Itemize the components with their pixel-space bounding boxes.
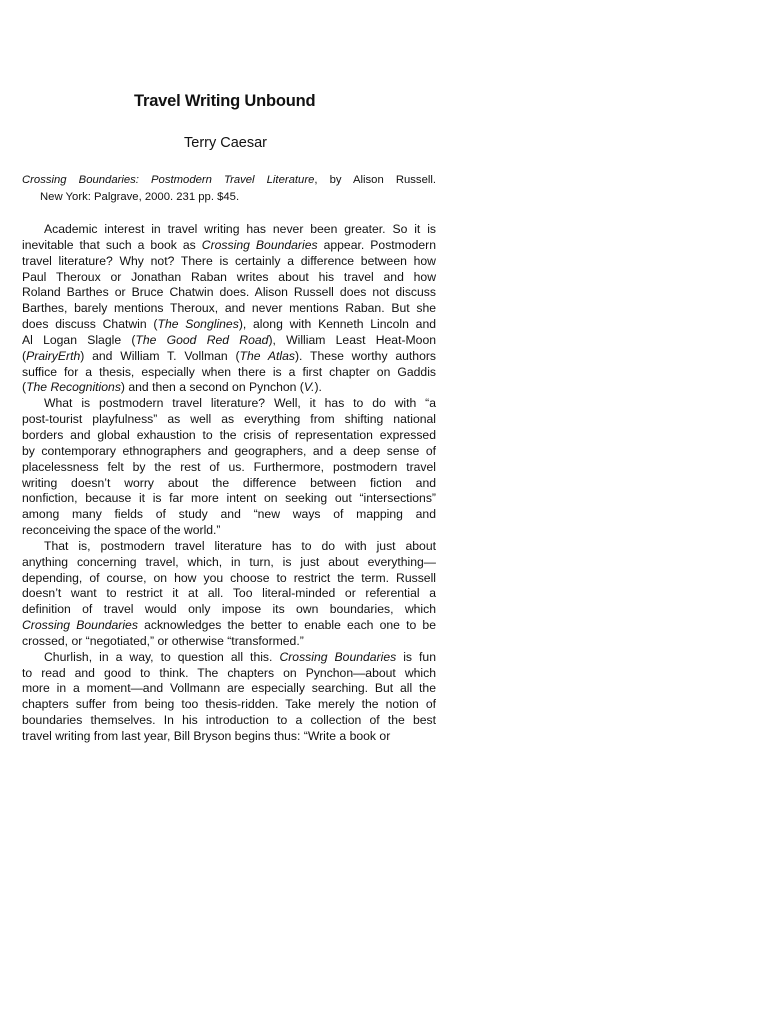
text-run: borders and global exhaustion to the crisis of representation expressed — [22, 427, 436, 442]
text-run: more in a moment—and Vollmann are especially searching. But all the — [22, 681, 436, 696]
text-run: depending, of course, on how you choose to restrict the term. Russell — [22, 570, 436, 585]
italic-title: V. — [303, 380, 315, 395]
text-run: Churlish, in a way, to question all this. — [44, 649, 280, 664]
text-run: by contemporary ethnographers and geographers, and a deep sense of — [22, 443, 436, 458]
text-line — [22, 270, 436, 286]
text-run: writing doesn’t worry about the difference between fiction and — [22, 475, 436, 490]
text-run: Paul Theroux or Jonathan Raban writes about his travel and how — [22, 269, 436, 284]
text-run: does discuss Chatwin ( — [22, 317, 158, 332]
text-run: ). — [314, 380, 322, 395]
text-line — [22, 349, 436, 365]
text-run: reconceiving the space of the world.” — [22, 523, 221, 538]
book-citation — [22, 172, 436, 206]
italic-title: PrairyErth — [26, 348, 81, 363]
text-line — [22, 396, 436, 412]
text-line — [22, 571, 436, 587]
text-line — [22, 380, 436, 396]
text-line — [22, 428, 436, 444]
text-line — [22, 539, 436, 555]
italic-title: The Atlas — [239, 348, 295, 363]
text-line — [22, 666, 436, 682]
text-line — [22, 523, 436, 539]
article-title: Travel Writing Unbound — [134, 92, 316, 110]
text-run: ). These worthy authors — [294, 348, 436, 363]
body-paragraph — [22, 539, 436, 650]
text-run: ) and then a second on Pynchon ( — [120, 380, 304, 395]
text-line — [22, 618, 436, 634]
text-run: inevitable that such a book as — [22, 237, 202, 252]
text-run: definition of travel would only impose its own boundaries, which — [22, 602, 436, 617]
text-run: ) and William T. Vollman ( — [80, 348, 240, 363]
text-run: suffice for a thesis, especially when there is a first chapter on Gaddis — [22, 364, 436, 379]
text-run: doesn’t want to restrict it at all. Too literal-minded or referential a — [22, 586, 436, 601]
text-line — [22, 365, 436, 381]
text-run: travel writing from last year, Bill Bryson begins thus: “Write a book or — [22, 729, 391, 743]
text-line — [22, 650, 436, 666]
text-run: ), William Least Heat-Moon — [268, 332, 436, 347]
text-run: Roland Barthes or Bruce Chatwin does. Alison Russell does not discuss — [22, 285, 436, 300]
text-line — [22, 713, 436, 729]
text-line — [22, 586, 436, 602]
text-line — [22, 254, 436, 270]
text-line — [22, 634, 436, 650]
text-run: placelessness felt by the rest of us. Furthermore, postmodern travel — [22, 459, 436, 474]
text-run: among many fields of study and “new ways of mapping and — [22, 507, 436, 522]
text-run: ), along with Kenneth Lincoln and — [238, 317, 436, 332]
text-line — [22, 491, 436, 507]
text-run: That is, postmodern travel literature has to do with just about — [44, 538, 436, 553]
text-run: ( — [22, 380, 27, 395]
italic-title: Crossing Boundaries — [201, 237, 318, 252]
text-run: appear. Postmodern — [317, 237, 436, 252]
text-run: is fun — [396, 649, 436, 664]
text-line — [22, 697, 436, 713]
text-run: post-tourist playfulness” as well as everything from shifting national — [22, 412, 436, 427]
text-run: anything concerning travel, which, in turn, is just about everything— — [22, 554, 436, 569]
text-line — [22, 412, 436, 428]
text-line — [22, 285, 436, 301]
text-line — [22, 507, 436, 523]
text-line — [22, 681, 436, 697]
citation-publication: New York: Palgrave, 2000. 231 pp. $45. — [40, 191, 240, 203]
text-line — [22, 301, 436, 317]
article-body — [22, 222, 436, 745]
text-run: Barthes, barely mentions Theroux, and never mentions Raban. But she — [22, 301, 436, 316]
text-run: boundaries themselves. In his introduction to a collection of the best — [22, 713, 436, 728]
text-run: crossed, or “negotiated,” or otherwise “transformed.” — [22, 633, 304, 648]
text-line — [22, 602, 436, 618]
italic-title: Crossing Boundaries — [279, 649, 397, 664]
body-paragraph — [22, 222, 436, 396]
text-line — [22, 222, 436, 238]
text-run: to read and good to think. The chapters on Pynchon—about which — [22, 665, 436, 680]
citation-line-1 — [22, 172, 436, 189]
text-run: What is postmodern travel literature? Well, it has to do with “a — [44, 396, 436, 411]
article-author: Terry Caesar — [184, 135, 267, 151]
text-run: Al Logan Slagle ( — [22, 332, 136, 347]
italic-title: Crossing Boundaries — [22, 618, 138, 633]
text-run: Academic interest in travel writing has never been greater. So it is — [44, 222, 436, 236]
italic-title: The Good Red Road — [135, 332, 269, 347]
text-line — [22, 460, 436, 476]
text-line — [22, 476, 436, 492]
italic-title: The Songlines — [157, 317, 239, 332]
text-run: ( — [22, 348, 27, 363]
body-paragraph — [22, 396, 436, 539]
citation-by-line: , by Alison Russell. — [314, 174, 437, 186]
text-run: nonfiction, because it is far more intent on seeking out “intersections” — [22, 491, 436, 506]
text-line — [22, 333, 436, 349]
citation-book-title: Crossing Boundaries: Postmodern Travel Literature — [22, 174, 315, 186]
text-line — [22, 317, 436, 333]
text-run: acknowledges the better to enable each one to be — [137, 618, 436, 633]
body-paragraph — [22, 650, 436, 745]
text-line — [22, 729, 436, 745]
text-run: chapters suffer from being too thesis-ridden. Take merely the notion of — [22, 697, 436, 712]
text-line — [22, 444, 436, 460]
italic-title: The Recognitions — [26, 380, 121, 395]
text-line — [22, 238, 436, 254]
text-run: travel literature? Why not? There is certainly a difference between how — [22, 253, 436, 268]
text-line — [22, 555, 436, 571]
